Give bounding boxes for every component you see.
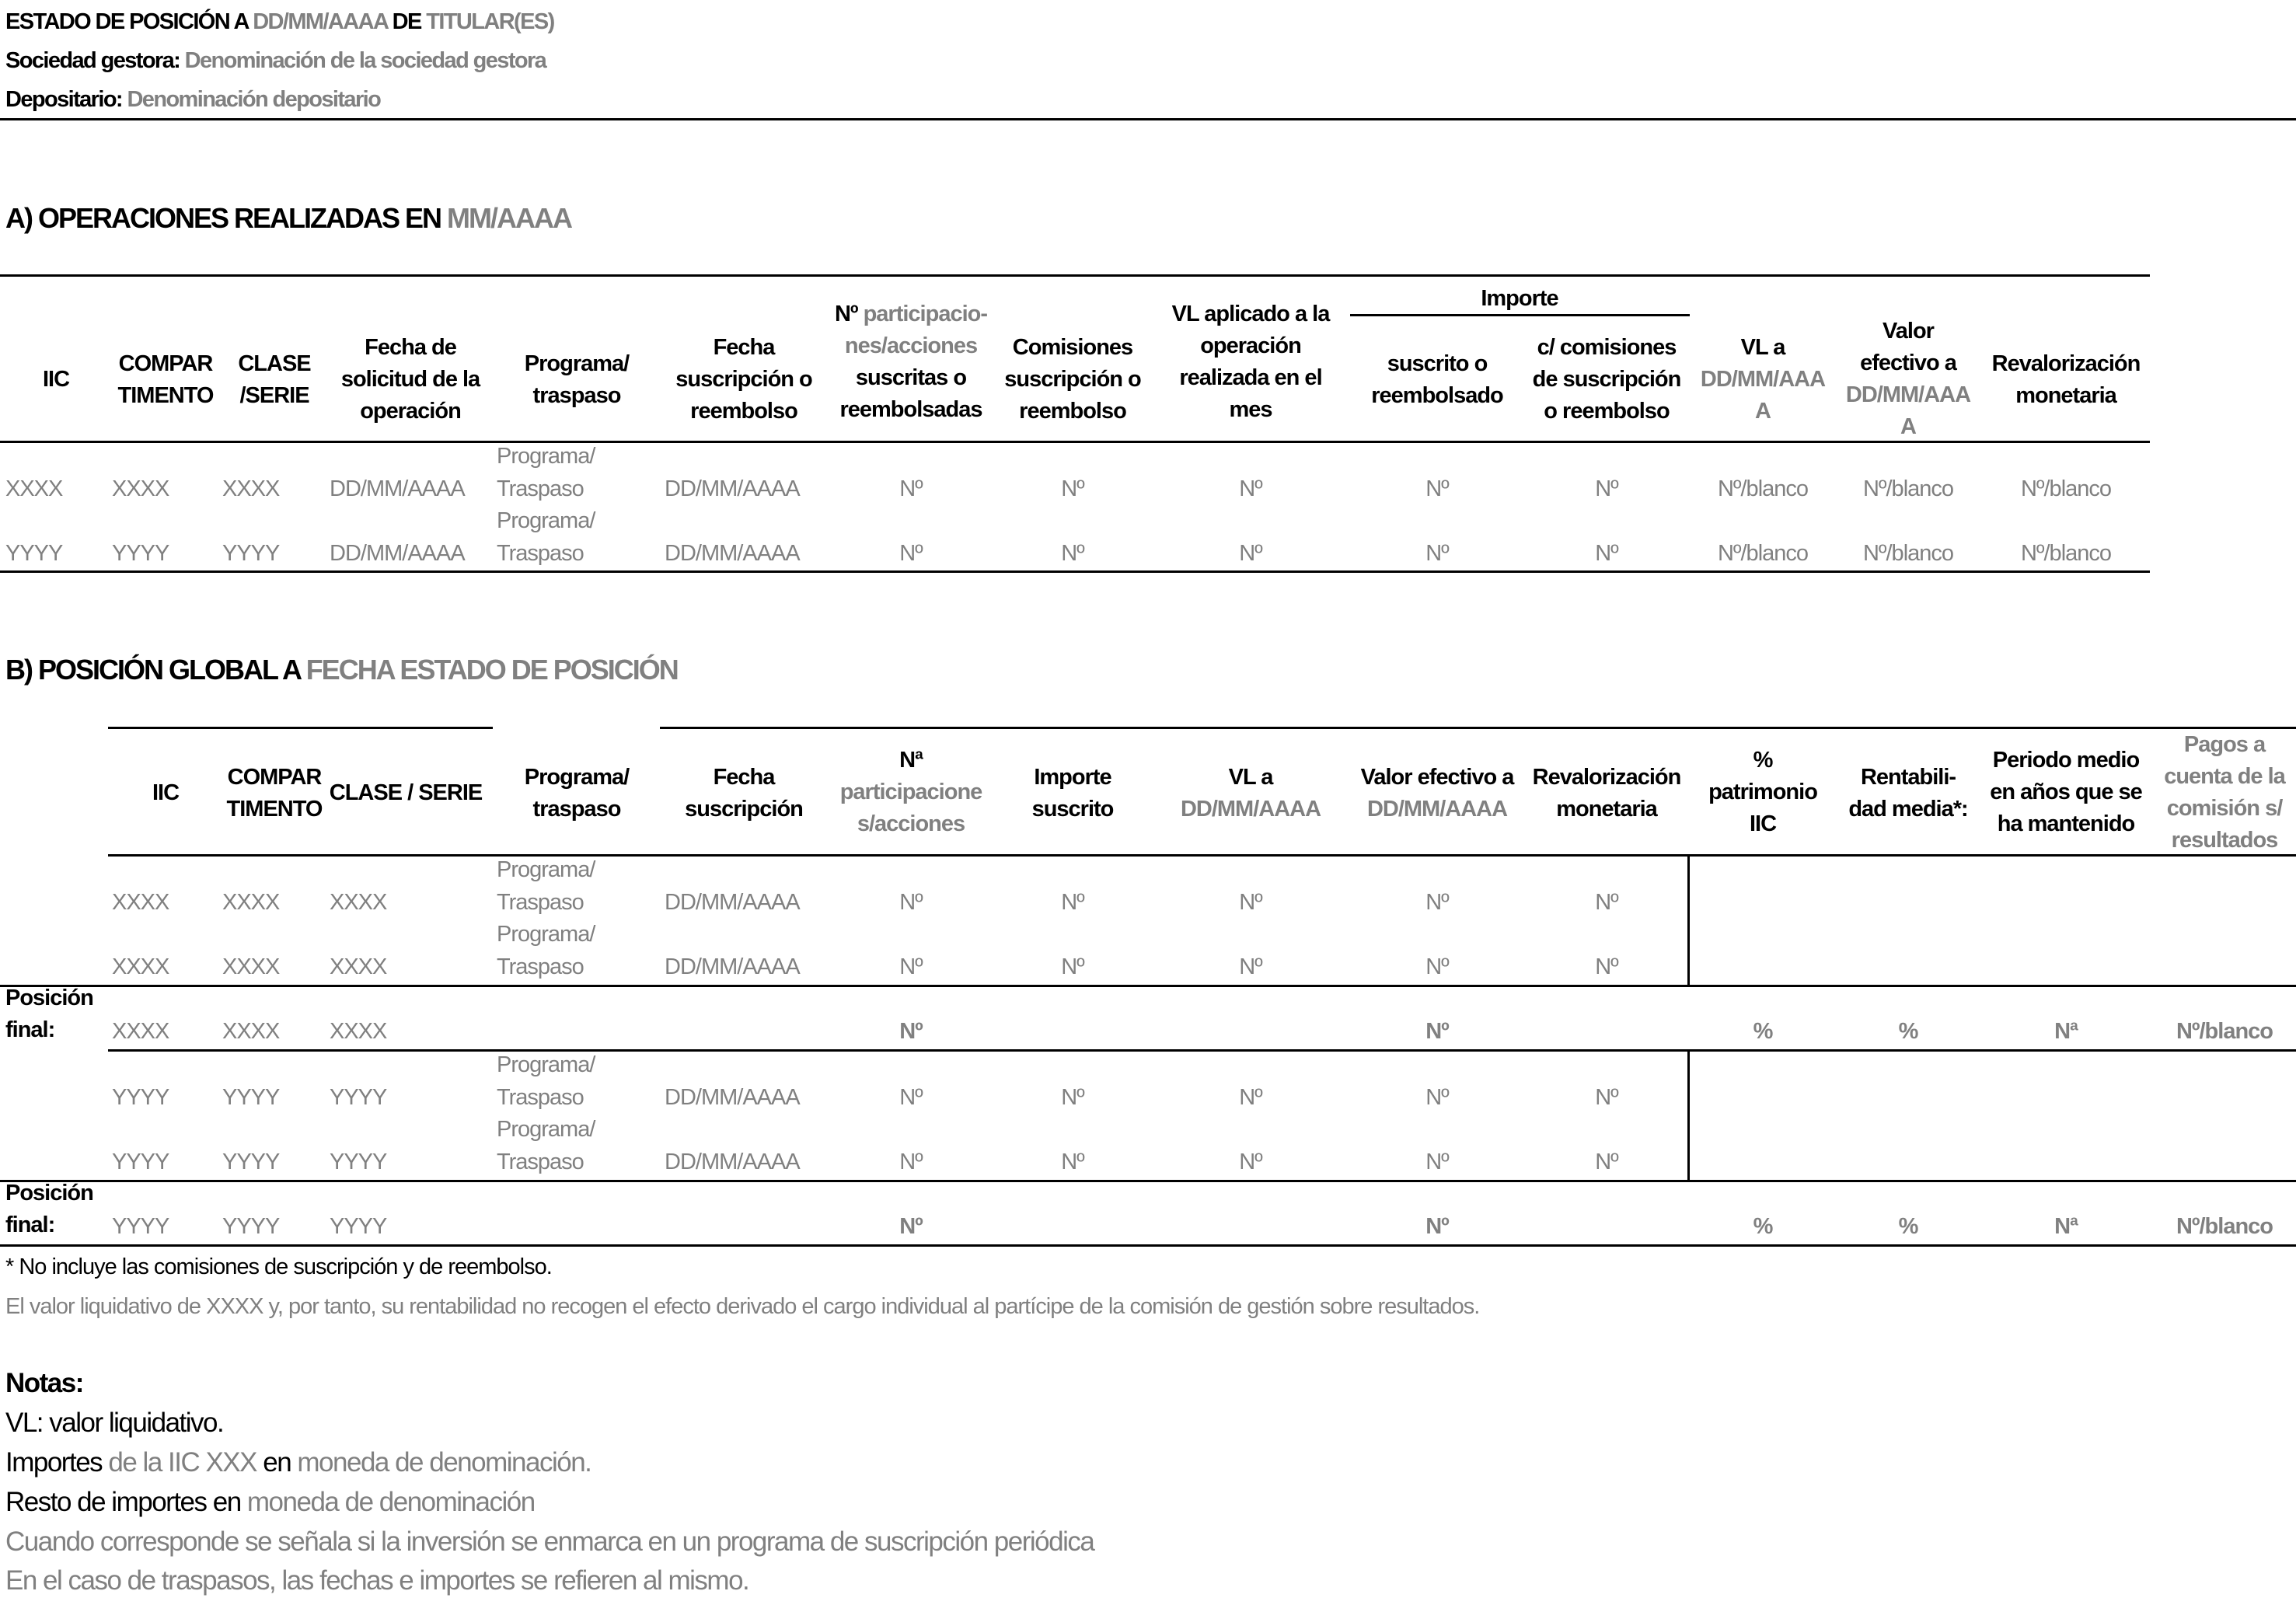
cell-valor-efectivo: Nº (1425, 890, 1449, 915)
header-fecha-suscripcion: Fecha suscripción o reembolso (675, 335, 812, 424)
cell-comisiones: Nº (1061, 476, 1084, 501)
note-resto-importes (5, 1487, 535, 1518)
cell-valor-efectivo: Nº/blanco (1862, 541, 1954, 566)
cell-importe: Nº (1061, 890, 1084, 915)
management-company-label: Sociedad gestora: (5, 48, 185, 73)
cell-num-total: Nº (899, 1214, 923, 1239)
cell-rentabilidad: % (1898, 1019, 1918, 1044)
cell-revalorizacion: Nº/blanco (2020, 476, 2112, 501)
note-importes-text: Importes (5, 1447, 109, 1478)
vl-a-date: DD/MM/AAA A (1700, 367, 1826, 424)
note-importes-iic: de la IIC XXX (108, 1447, 256, 1478)
cell-valor-efectivo: Nº (1425, 1150, 1449, 1174)
cell-num: Nº (899, 954, 923, 979)
header-periodo-medio: Periodo medio en años que se ha mantenido (1990, 748, 2142, 836)
num-participaciones-label: participacione s/acciones (839, 780, 982, 836)
cell-iic: XXXX (112, 1019, 169, 1044)
note-vl: VL: valor liquidativo. (5, 1408, 224, 1438)
cell-periodo: Nª (2054, 1214, 2078, 1239)
title-date-placeholder: DD/MM/AAAA (253, 9, 388, 34)
section-a-title-text: A) OPERACIONES REALIZADAS EN (5, 202, 448, 234)
header-revalorizacion: Revalorización monetaria (1532, 765, 1681, 822)
cell-iic: YYYY (5, 541, 63, 566)
cell-con-comisiones: Nº (1595, 476, 1618, 501)
cell-clase: XXXX (222, 476, 280, 501)
header-compartimento: COMPAR TIMENTO (117, 351, 214, 408)
vl-a-label: VL a (1740, 335, 1785, 360)
section-b-title-text: B) POSICIÓN GLOBAL A (5, 654, 306, 686)
header-patrimonio: % patrimonio IIC (1708, 748, 1817, 836)
cell-vl-a: Nº/blanco (1717, 541, 1809, 566)
cell-compartimento: XXXX (222, 954, 280, 979)
header-fecha-solicitud: Fecha de solicitud de la operación (340, 335, 480, 424)
vl-a-date: DD/MM/AAAA (1180, 797, 1321, 822)
title-holder-placeholder: TITULAR(ES) (426, 9, 554, 34)
cell-compartimento: YYYY (222, 1150, 280, 1174)
cell-clase: XXXX (330, 954, 387, 979)
cell-vl-a: Nº (1239, 954, 1262, 979)
table-b-top-border-left (108, 727, 493, 729)
valor-efectivo-date: DD/MM/AAAA (1366, 797, 1508, 822)
header-rentabilidad: Rentabili- dad media*: (1848, 765, 1968, 822)
header-iic: IIC (152, 780, 180, 805)
cell-importe: Nº (1061, 1150, 1084, 1174)
cell-revalorizacion: Nº/blanco (2020, 541, 2112, 566)
cell-clase: YYYY (330, 1085, 387, 1110)
cell-fecha-suscripcion: DD/MM/AAAA (665, 954, 800, 979)
num-label: Nª (899, 748, 923, 773)
header-comisiones: Comisiones suscripción o reembolso (1004, 335, 1141, 424)
vl-a-label: VL a (1228, 765, 1273, 790)
header-pagos-cuenta: Pagos a cuenta de la comisión s/ resultados (2164, 732, 2285, 853)
cell-clase: YYYY (330, 1214, 387, 1239)
valor-efectivo-date: DD/MM/AAA A (1845, 382, 1971, 439)
cell-con-comisiones: Nº (1595, 541, 1618, 566)
cell-iic: YYYY (112, 1214, 169, 1239)
header-importe-suscrito: Importe suscrito (1031, 765, 1114, 822)
note-importes-currency: moneda de denominación. (297, 1447, 591, 1478)
cell-revalorizacion: Nº (1595, 1150, 1618, 1174)
cell-compartimento: YYYY (222, 1085, 280, 1110)
header-valor-efectivo (1846, 316, 1970, 443)
header-con-comisiones: c/ comisiones de suscripción o reembolso (1532, 335, 1681, 424)
cell-importe: Nº (1061, 1085, 1084, 1110)
report-title (5, 9, 554, 35)
title-text-de: DE (387, 9, 427, 34)
cell-fecha-suscripcion: DD/MM/AAAA (665, 541, 800, 566)
header-num-participaciones (840, 745, 982, 840)
header-programa: Programa/ traspaso (524, 351, 630, 408)
management-company-line (5, 48, 546, 74)
cell-pagos: Nº/blanco (2176, 1214, 2273, 1239)
depositary-line (5, 87, 380, 113)
num-label: Nº (834, 302, 864, 326)
cell-iic: YYYY (112, 1150, 169, 1174)
header-vl-a (1701, 332, 1825, 427)
cell-fecha-solicitud: DD/MM/AAAA (330, 476, 465, 501)
cell-periodo: Nª (2054, 1019, 2078, 1044)
cell-num-total: Nº (899, 1019, 923, 1044)
note-importes-en: en (256, 1447, 298, 1478)
cell-patrimonio: % (1753, 1214, 1773, 1239)
group2-right-border (1687, 1049, 1690, 1181)
cell-valor-efectivo: Nº (1425, 1085, 1449, 1110)
final-position-label: Posición final: (5, 1181, 93, 1237)
table-a-bottom-border (0, 570, 2150, 573)
cell-clase: XXXX (330, 1019, 387, 1044)
cell-compartimento: XXXX (222, 890, 280, 915)
cell-suscrito: Nº (1425, 541, 1449, 566)
cell-programa: Programa/ Traspaso (497, 857, 595, 915)
cell-vl-a: Nº (1239, 1085, 1262, 1110)
cell-revalorizacion: Nº (1595, 890, 1618, 915)
cell-iic: XXXX (112, 890, 169, 915)
header-vl-aplicado: VL aplicado a la operación realizada en el mes (1171, 302, 1330, 422)
management-company-value: Denominación de la sociedad gestora (184, 48, 546, 73)
cell-compartimento: YYYY (112, 541, 169, 566)
cell-fecha-suscripcion: DD/MM/AAAA (665, 890, 800, 915)
cell-valor-efectivo: Nº/blanco (1862, 476, 1954, 501)
valor-efectivo-label: Valor efectivo a (1860, 319, 1956, 375)
title-text: ESTADO DE POSICIÓN A (5, 9, 253, 34)
cell-revalorizacion: Nº (1595, 1085, 1618, 1110)
num-participaciones-label: participacio- nes/acciones (844, 302, 988, 358)
cell-programa: Programa/ Traspaso (497, 1117, 595, 1174)
note-importes (5, 1447, 591, 1478)
cell-iic: XXXX (112, 954, 169, 979)
header-iic: IIC (42, 367, 70, 392)
cell-fecha-suscripcion: DD/MM/AAAA (665, 1150, 800, 1174)
group2-top-border (0, 1180, 2296, 1182)
cell-vl-aplicado: Nº (1239, 541, 1262, 566)
cell-valor-total: Nº (1425, 1214, 1449, 1239)
cell-clase: XXXX (330, 890, 387, 915)
section-a-title (5, 202, 571, 235)
cell-num: Nº (899, 1150, 923, 1174)
cell-pagos: Nº/blanco (2176, 1019, 2273, 1044)
table-b-bottom-border (0, 1244, 2296, 1247)
cell-vl-a: Nº/blanco (1717, 476, 1809, 501)
depositary-label: Depositario: (5, 87, 127, 112)
note-resto-text: Resto de importes en (5, 1487, 247, 1517)
cell-fecha-suscripcion: DD/MM/AAAA (665, 476, 800, 501)
cell-valor-efectivo: Nº (1425, 954, 1449, 979)
footnote-commissions: * No incluye las comisiones de suscripción y de reembolso. (5, 1254, 552, 1279)
group1-top-border (0, 985, 2296, 987)
cell-vl-a: Nº (1239, 890, 1262, 915)
cell-iic: XXXX (5, 476, 63, 501)
cell-clase: YYYY (222, 541, 280, 566)
table-a-header-border (0, 441, 2150, 443)
cell-fecha-solicitud: DD/MM/AAAA (330, 541, 465, 566)
final-position-label: Posición final: (5, 986, 93, 1042)
cell-vl-aplicado: Nº (1239, 476, 1262, 501)
note-traspasos: En el caso de traspasos, las fechas e importes se refieren al mismo. (5, 1565, 749, 1596)
cell-compartimento: XXXX (222, 1019, 280, 1044)
group1-bottom-border (108, 1049, 2296, 1052)
section-b-title-date: FECHA ESTADO DE POSICIÓN (305, 654, 678, 686)
header-revalorizacion: Revalorización monetaria (1991, 351, 2141, 408)
note-resto-currency: moneda de denominación (246, 1487, 535, 1517)
cell-vl-a: Nº (1239, 1150, 1262, 1174)
header-clase-serie: CLASE / SERIE (329, 780, 483, 805)
footnote-liquidative-value: El valor liquidativo de XXXX y, por tanto, su rentabilidad no recogen el efecto derivado el cargo individual al partícipe de la comisión de gestión sobre resultados. (5, 1294, 1480, 1319)
header-suscrito-reembolsado: suscrito o reembolsado (1371, 351, 1503, 408)
header-divider (0, 118, 2296, 120)
header-num-participaciones (835, 298, 987, 426)
cell-iic: YYYY (112, 1085, 169, 1110)
section-a-title-date: MM/AAAA (447, 202, 572, 234)
depositary-value: Denominación depositario (127, 87, 381, 112)
valor-efectivo-label: Valor efectivo a (1360, 765, 1514, 790)
note-programa-suscripcion: Cuando corresponde se señala si la inversión se enmarca en un programa de suscripción periódica (5, 1526, 1094, 1557)
header-clase-serie: CLASE /SERIE (238, 351, 311, 408)
cell-num: Nº (899, 1085, 923, 1110)
cell-num: Nº (899, 541, 923, 566)
table-b-top-border-right (660, 727, 2296, 729)
cell-num: Nº (899, 476, 923, 501)
cell-programa: Programa/ Traspaso (497, 922, 595, 979)
cell-revalorizacion: Nº (1595, 954, 1618, 979)
header-compartimento: COMPAR TIMENTO (226, 765, 323, 822)
cell-clase: YYYY (330, 1150, 387, 1174)
cell-num: Nº (899, 890, 923, 915)
table-a-top-border (0, 274, 2150, 277)
cell-programa: Programa/ Traspaso (497, 444, 595, 501)
notes-title: Notas: (5, 1368, 83, 1398)
cell-valor-total: Nº (1425, 1019, 1449, 1044)
num-suscritas-label: suscritas o reembolsadas (839, 365, 982, 422)
header-fecha-suscripcion: Fecha suscripción (685, 765, 803, 822)
cell-programa: Programa/ Traspaso (497, 508, 595, 566)
cell-comisiones: Nº (1061, 541, 1084, 566)
cell-compartimento: XXXX (112, 476, 169, 501)
cell-programa: Programa/ Traspaso (497, 1052, 595, 1110)
header-programa: Programa/ traspaso (524, 765, 630, 822)
cell-fecha-suscripcion: DD/MM/AAAA (665, 1085, 800, 1110)
cell-patrimonio: % (1753, 1019, 1773, 1044)
section-b-title (5, 654, 678, 686)
header-importe-group: Importe (1481, 286, 1558, 311)
header-valor-efectivo (1361, 762, 1514, 825)
cell-importe: Nº (1061, 954, 1084, 979)
cell-compartimento: YYYY (222, 1214, 280, 1239)
table-b-header-border (108, 854, 2296, 857)
cell-rentabilidad: % (1898, 1214, 1918, 1239)
header-vl-a (1181, 762, 1321, 825)
cell-suscrito: Nº (1425, 476, 1449, 501)
group1-right-border (1687, 854, 1690, 986)
